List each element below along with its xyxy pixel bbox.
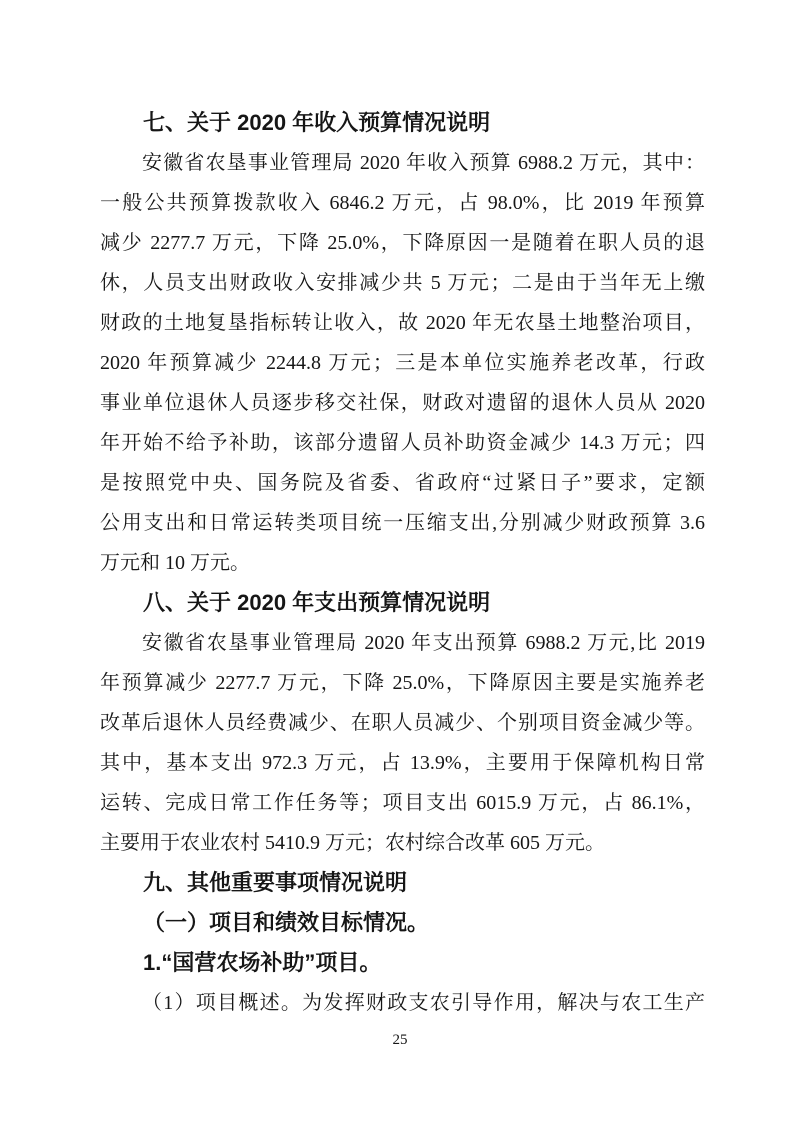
body-line: 是按照党中央、国务院及省委、省政府“过紧日子”要求，定额 <box>100 472 705 494</box>
body-line: 其中，基本支出 972.3 万元，占 13.9%，主要用于保障机构日常 <box>100 752 705 774</box>
subsection-heading: （一）项目和绩效目标情况。 <box>143 910 430 935</box>
body-line: （1）项目概述。为发挥财政支农引导作用，解决与农工生产 <box>142 992 705 1014</box>
expense-section-heading: 八、关于 2020 年支出预算情况说明 <box>143 590 491 615</box>
body-line: 一般公共预算拨款收入 6846.2 万元，占 98.0%，比 2019 年预算 <box>100 192 705 214</box>
body-line: 公用支出和日常运转类项目统一压缩支出,分别减少财政预算 3.6 <box>100 512 705 534</box>
body-line: 安徽省农垦事业管理局 2020 年收入预算 6988.2 万元，其中： <box>142 152 705 174</box>
body-line: 改革后退休人员经费减少、在职人员减少、个别项目资金减少等。 <box>100 712 705 734</box>
body-line: 运转、完成日常工作任务等；项目支出 6015.9 万元，占 86.1%， <box>100 792 705 814</box>
body-line: 财政的土地复垦指标转让收入，故 2020 年无农垦土地整治项目， <box>100 312 705 334</box>
body-line: 休，人员支出财政收入安排减少共 5 万元；二是由于当年无上缴 <box>100 272 705 294</box>
income-section-heading: 七、关于 2020 年收入预算情况说明 <box>143 110 491 135</box>
body-line: 事业单位退休人员逐步移交社保，财政对遗留的退休人员从 2020 <box>100 392 705 414</box>
body-line: 年预算减少 2277.7 万元，下降 25.0%，下降原因主要是实施养老 <box>100 672 705 694</box>
page-number: 25 <box>392 1032 408 1048</box>
body-line: 安徽省农垦事业管理局 2020 年支出预算 6988.2 万元,比 2019 <box>142 632 705 654</box>
body-line: 主要用于农业农村 5410.9 万元；农村综合改革 605 万元。 <box>100 832 605 854</box>
body-line: 减少 2277.7 万元，下降 25.0%，下降原因一是随着在职人员的退 <box>100 232 705 254</box>
body-line: 2020 年预算减少 2244.8 万元；三是本单位实施养老改革，行政 <box>100 352 705 374</box>
other-section-heading: 九、其他重要事项情况说明 <box>143 870 408 895</box>
body-line: 万元和 10 万元。 <box>100 552 250 574</box>
body-line: 年开始不给予补助，该部分遗留人员补助资金减少 14.3 万元；四 <box>100 432 705 454</box>
project-item-heading: 1.“国营农场补助”项目。 <box>143 950 382 975</box>
